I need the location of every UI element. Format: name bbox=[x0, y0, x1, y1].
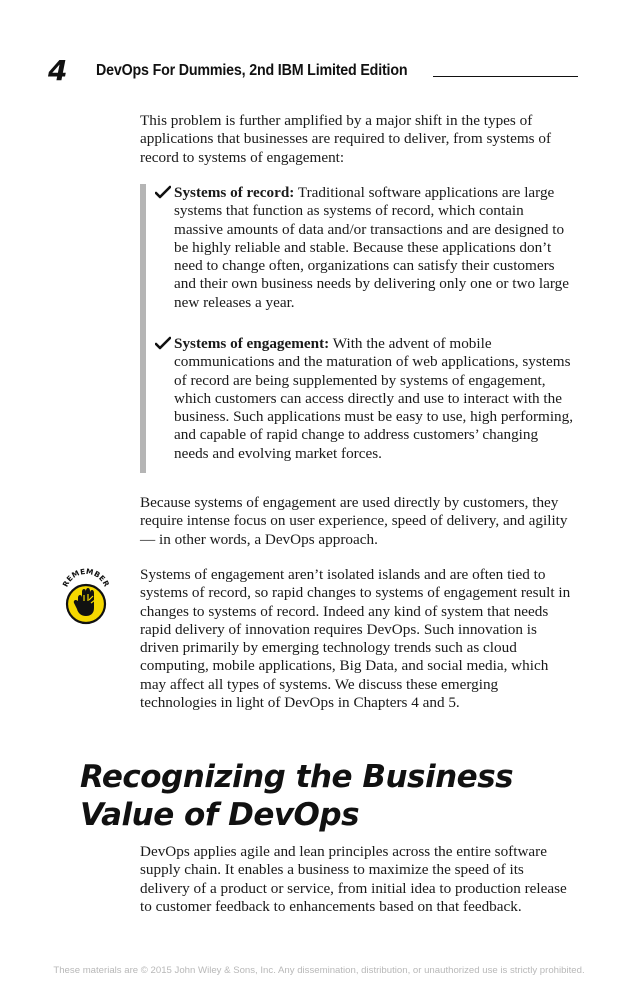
bullet-list-bar bbox=[140, 184, 146, 473]
remember-label: REMEMBER bbox=[60, 566, 112, 589]
page-number: 4 bbox=[48, 54, 68, 87]
running-title: DevOps For Dummies, 2nd IBM Limited Edition bbox=[96, 62, 408, 79]
header-rule bbox=[433, 76, 578, 77]
remember-paragraph: Systems of engagement aren’t isolated islands and are often tied to systems of record, so rapid changes to systems of engagement result in changes to systems of record. Indeed any kind of system that needs rapid delivery of innovation requires DevOps. Such innovation is driven primarily by emerging technology trends such as cloud computing, mobile applications, Big Data, and social media, which may affect all types of systems. We discuss these emerging technologies in light of DevOps in Chapters 4 and 5. bbox=[140, 566, 571, 712]
list-item-systems-of-engagement bbox=[155, 335, 575, 463]
list-item-body: Traditional software applications are large systems that function as systems of record, which contain massive amounts of data and/or transactions and are designed to be highly reliable and stable. Because these applications don’t need to change often, organizations can satisfy their customers and their own business needs by delivering only one or two large new releases a year. bbox=[174, 184, 569, 311]
list-item-term: Systems of engagement: bbox=[174, 335, 330, 352]
list-item-term: Systems of record: bbox=[174, 184, 295, 201]
list-item-text bbox=[174, 184, 575, 312]
copyright-footer: These materials are © 2015 John Wiley & Sons, Inc. Any dissemination, distribution, or unauthorized use is strictly prohibited. bbox=[53, 965, 585, 976]
list-item-body: With the advent of mobile communications and the maturation of web applications, systems of record are being supplemented by systems of engagement, which customers can access directly and use to interact with the business. Such applications must be easy to use, high performing, and capable of rapid change to address customers’ changing needs and evolving market forces. bbox=[174, 335, 574, 462]
list-item-text bbox=[174, 335, 575, 463]
remember-hand-icon bbox=[60, 566, 112, 628]
check-icon bbox=[155, 185, 171, 199]
section-heading: Recognizing the Business Value of DevOps bbox=[80, 759, 514, 833]
check-icon bbox=[155, 336, 171, 350]
section-paragraph: DevOps applies agile and lean principles across the entire software supply chain. It enables a business to maximize the speed of its delivery of a product or service, from initial idea to production release to customer feedback to enhancements based on that feedback. bbox=[140, 843, 567, 915]
running-header bbox=[48, 56, 578, 86]
list-item-systems-of-record bbox=[155, 184, 575, 312]
engagement-paragraph: Because systems of engagement are used directly by customers, they require intense focus on user experience, speed of delivery, and agility — in other words, a DevOps approach. bbox=[140, 494, 568, 548]
intro-paragraph: This problem is further amplified by a major shift in the types of applications that businesses are required to deliver, from systems of record to systems of engagement: bbox=[140, 112, 552, 166]
